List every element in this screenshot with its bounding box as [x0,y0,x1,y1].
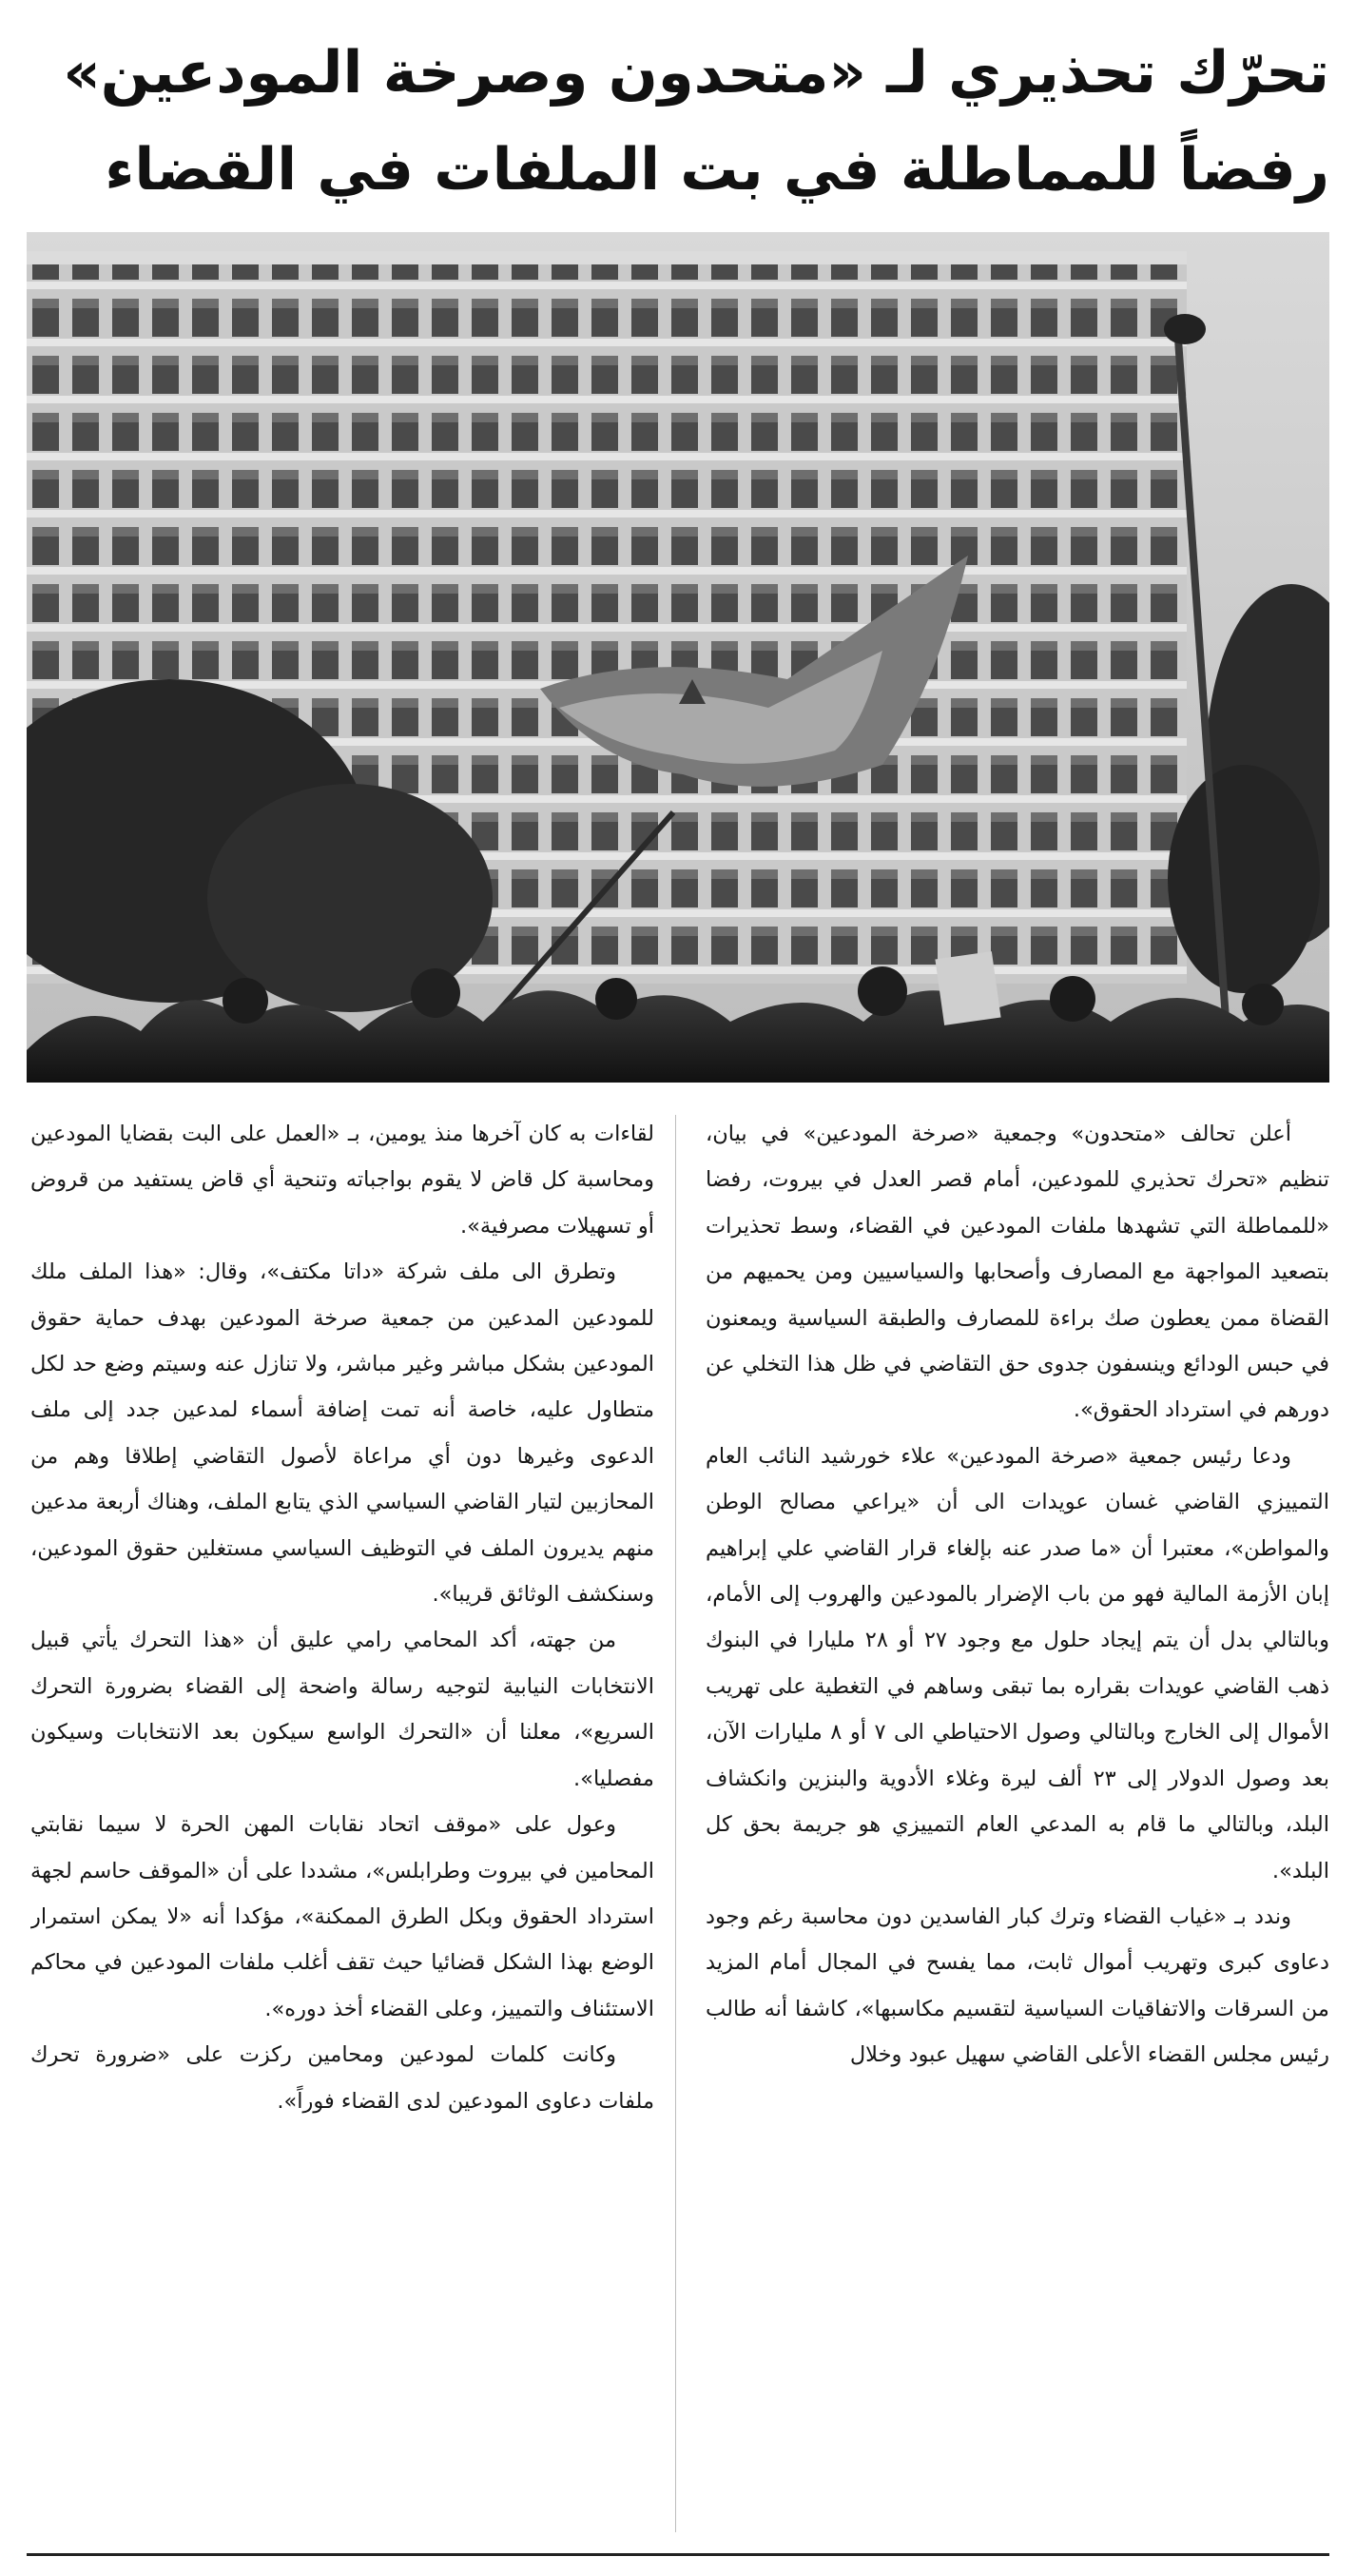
protest-photo-illustration [27,232,1329,1083]
article-column-left [30,1111,654,2538]
paragraph-1: أعلن تحالف «متحدون» وجمعية «صرخة المودعين» في بيان، تنظيم «تحرك تحذيري للمودعين، أمام قصر العدل في بيروت، رفضا «للمماطلة التي تشهدها ملفات المودعين في القضاء، وسط تحذيرات بتصعيد المواجهة مع المصارف وأصحابها والسياسيين ومن يحميهم من القضاة ممن يعطون صك براءة للمصارف والطبقة السياسية ويمعنون في حبس الودائع وينسفون جدوى حق التقاضي في ظل هذا التخلي عن دورهم في استرداد الحقوق». [706,1122,1329,1423]
headline-line-1: تحرّك تحذيري لـ «متحدون وصرخة المودعين» [63,39,1329,107]
paragraph-8: وكانت كلمات لمودعين ومحامين ركزت على «ضرورة تحرك ملفات دعاوى المودعين لدى القضاء فوراً». [30,2042,654,2114]
paragraph-4: لقاءات به كان آخرها منذ يومين، بـ «العمل على البت بقضايا المودعين ومحاسبة كل قاض لا يقوم بواجباته وتنحية أي قاض يستفيد من قروض أو تسهيلات مصرفية». [30,1122,654,1239]
bottom-rule [27,2553,1329,2556]
paragraph-6: من جهته، أكد المحامي رامي عليق أن «هذا التحرك يأتي قبيل الانتخابات النيابية لتوجيه رسالة واضحة إلى القضاء بضرورة التحرك السريع»، معلنا أن «التحرك الواسع سيكون بعد الانتخابات وسيكون مفصليا». [30,1628,654,1791]
column-divider [675,1115,676,2532]
paragraph-2: ودعا رئيس جمعية «صرخة المودعين» علاء خورشيد النائب العام التمييزي القاضي غسان عويدات الى أن «يراعي مصالح الوطن والمواطن»، معتبرا أن «ما صدر عنه بإلغاء قرار القاضي علي إبراهيم إبان الأزمة المالية فهو من باب الإضرار بالمودعين والهروب إلى الأمام، وبالتالي بدل أن يتم إيجاد حلول مع وجود ٢٧ أو ٢٨ مليارا في البنوك ذهب القاضي عويدات بقراره بما تبقى وساهم في التغطية على تهريب الأموال إلى الخارج وبالتالي وصول الاحتياطي الى ٧ أو ٨ مليارات الآن، بعد وصول الدولار إلى ٢٣ ألف ليرة وغلاء الأدوية والبنزين وانكشاف البلد، وبالتالي ما قام به المدعي العام التمييزي هو جريمة بحق كل البلد». [706,1443,1329,1883]
paragraph-7: وعول على «موقف اتحاد نقابات المهن الحرة لا سيما نقابتي المحامين في بيروت وطرابلس»، مشددا على أن «الموقف حاسم لجهة استرداد الحقوق وبكل الطرق الممكنة»، مؤكدا أنه «لا يمكن استمرار الوضع بهذا الشكل قضائيا حيث تقف أغلب ملفات المودعين في محاكم الاستئناف والتمييز، وعلى القضاء أخذ دوره». [30,1812,654,2021]
paragraph-5: وتطرق الى ملف شركة «داتا مكتف»، وقال: «هذا الملف ملك للمودعين المدعين من جمعية صرخة المودعين بهدف حماية حقوق المودعين بشكل مباشر وغير مباشر، ولا تنازل عنه وسيتم وضع حد لكل متطاول عليه، خاصة أنه تمت إضافة أسماء لمدعين جدد إلى ملف الدعوى وغيرها دون أي مراعاة لأصول التقاضي إطلاقا وهم من المحازبين لتيار القاضي السياسي الذي يتابع الملف، وهناك أربعة مدعين منهم يديرون الملف في التوظيف السياسي مستغلين حقوق المودعين، وسنكشف الوثائق قريبا». [30,1259,654,1608]
headline-line-2: رفضاً للمماطلة في بت الملفات في القضاء [105,136,1329,204]
paragraph-3: وندد بـ «غياب القضاء وترك كبار الفاسدين دون محاسبة رغم وجود دعاوى كبرى وتهريب أموال ثابت، مما يفسح في المجال أمام المزيد من السرقات والاتفاقيات السياسية لتقسيم مكاسبها»، كاشفا أنه طالب رئيس مجلس القضاء الأعلى القاضي سهيل عبود وخلال [706,1903,1329,2068]
article-headline [27,25,1329,219]
article-column-right [706,1111,1329,2538]
article-photo [27,232,1329,1083]
